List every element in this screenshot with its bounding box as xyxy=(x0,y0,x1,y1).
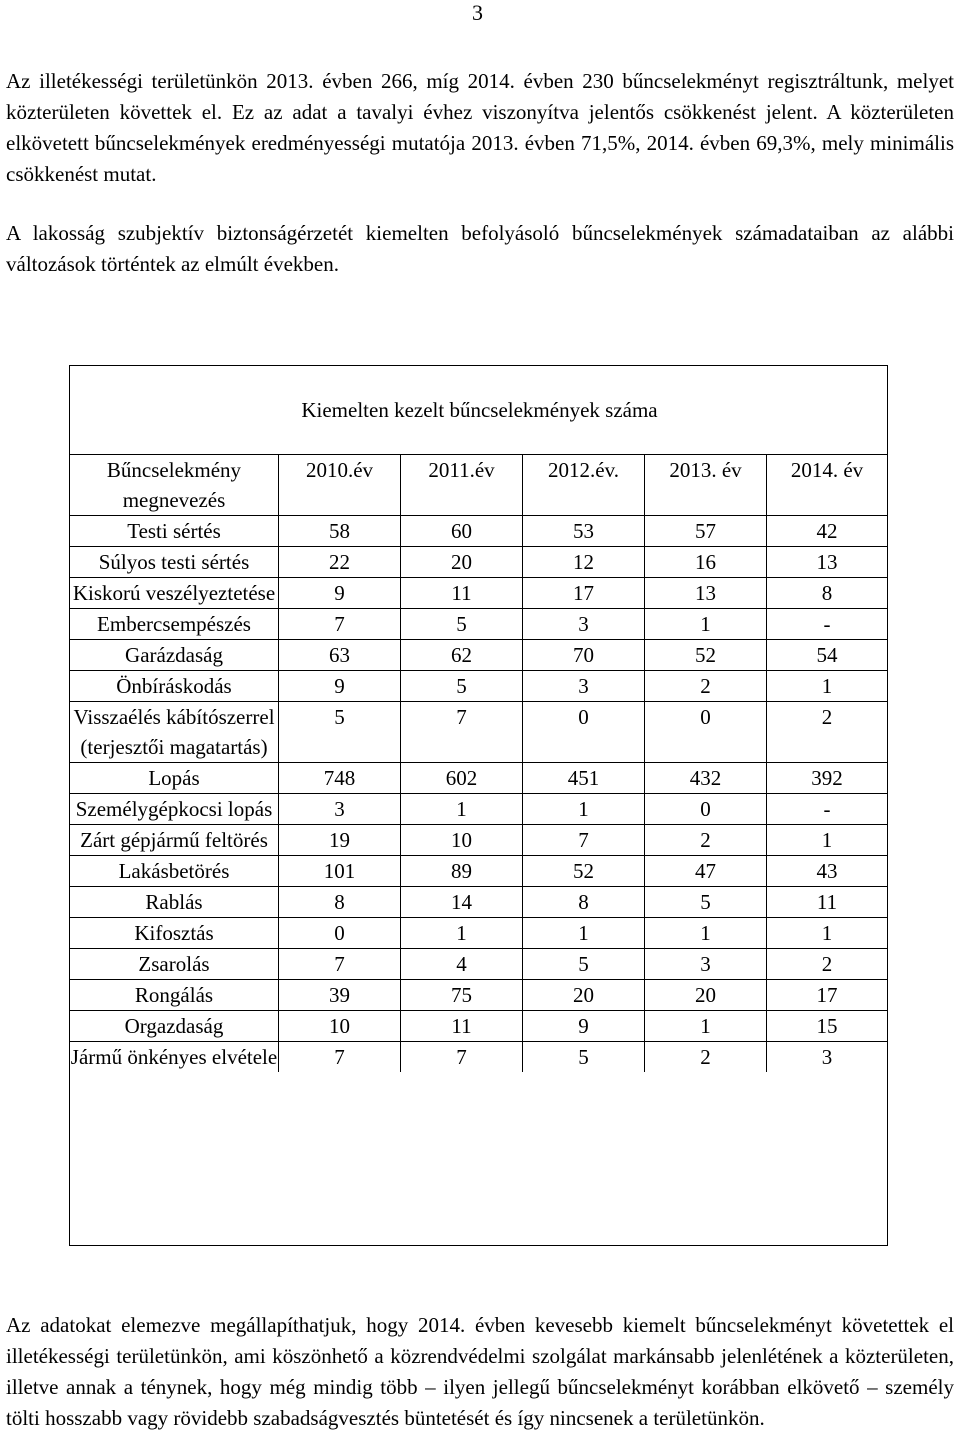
crime-count-cell: 101 xyxy=(279,856,401,887)
table-row xyxy=(70,578,887,609)
crime-count-cell: 7 xyxy=(279,949,401,980)
table-row xyxy=(70,640,887,671)
closing-paragraph-text: Az adatokat elemezve megállapíthatjuk, hogy 2014. évben kevesebb kiemelt bűncselekményt követettek el illetékességi területünkön, ami köszönhető a közrendvédelmi szolgálat markánsabb jelenlétének a közterületen, illetve annak a ténynek, hogy még mindig több – ilyen jellegű bűncselekményt korábban elkövető – személy tölti hosszabb vagy rövidebb szabadságvesztés büntetését és így nincsenek a területünkön. xyxy=(6,1313,954,1430)
table-row xyxy=(70,980,887,1011)
crime-count-cell: 0 xyxy=(523,702,645,763)
intro-paragraph xyxy=(6,66,954,190)
crime-count-cell: 5 xyxy=(645,887,767,918)
crime-count-cell: 11 xyxy=(401,578,523,609)
crime-count-cell: 20 xyxy=(401,547,523,578)
crime-count-cell: 2 xyxy=(645,1042,767,1073)
crime-name-cell: Kifosztás xyxy=(70,918,279,949)
crime-count-cell: 3 xyxy=(523,609,645,640)
crime-count-cell: 16 xyxy=(645,547,767,578)
crime-count-cell: 39 xyxy=(279,980,401,1011)
crime-name-cell: Visszaélés kábítószerrel (terjesztői magatartás) xyxy=(70,702,279,763)
closing-paragraph xyxy=(6,1310,954,1434)
crime-count-cell: 57 xyxy=(645,516,767,547)
crime-name-cell: Rongálás xyxy=(70,980,279,1011)
crime-count-cell: 5 xyxy=(523,949,645,980)
crime-count-cell: 62 xyxy=(401,640,523,671)
crime-count-cell: 1 xyxy=(767,825,888,856)
table-row xyxy=(70,887,887,918)
table-row xyxy=(70,1011,887,1042)
crime-statistics-table-frame xyxy=(69,365,888,1246)
crime-count-cell: 9 xyxy=(279,578,401,609)
crime-count-cell: 2 xyxy=(767,949,888,980)
crime-count-cell: 12 xyxy=(523,547,645,578)
crime-count-cell: 13 xyxy=(645,578,767,609)
crime-count-cell: 0 xyxy=(645,702,767,763)
crime-name-cell: Személygépkocsi lopás xyxy=(70,794,279,825)
crime-name-cell: Jármű önkényes elvétele xyxy=(70,1042,279,1073)
table-row xyxy=(70,671,887,702)
crime-count-cell: 7 xyxy=(279,1042,401,1073)
crime-name-cell: Testi sértés xyxy=(70,516,279,547)
crime-count-cell: 47 xyxy=(645,856,767,887)
crime-count-cell: 75 xyxy=(401,980,523,1011)
crime-count-cell: 20 xyxy=(523,980,645,1011)
crime-count-cell: 54 xyxy=(767,640,888,671)
crime-count-cell: 1 xyxy=(645,609,767,640)
crime-count-cell: 8 xyxy=(279,887,401,918)
crime-count-cell: 2 xyxy=(645,825,767,856)
table-row xyxy=(70,609,887,640)
crime-count-cell: 3 xyxy=(523,671,645,702)
second-paragraph xyxy=(6,218,954,280)
intro-paragraph-text: Az illetékességi területünkön 2013. évben 266, míg 2014. évben 230 bűncselekményt regisztráltunk, melyet közterületen követtek el. Ez az adat a tavalyi évhez viszonyítva jelentős csökkenést jelent. A közterületen elkövetett bűncselekmények eredményességi mutatója 2013. évben 71,5%, 2014. évben 69,3%, mely minimális csökkenést mutat. xyxy=(6,69,954,186)
crime-count-cell: 42 xyxy=(767,516,888,547)
crime-count-cell: 1 xyxy=(523,794,645,825)
crime-count-cell: 9 xyxy=(523,1011,645,1042)
crime-count-cell: 1 xyxy=(767,671,888,702)
crime-name-cell: Rablás xyxy=(70,887,279,918)
header-crime-name: Bűncselekmény megnevezés xyxy=(70,455,279,516)
crime-count-cell: 748 xyxy=(279,763,401,794)
crime-count-cell: 60 xyxy=(401,516,523,547)
crime-count-cell: 5 xyxy=(401,609,523,640)
crime-count-cell: 7 xyxy=(401,702,523,763)
crime-statistics-table xyxy=(70,455,887,1072)
table-title: Kiemelten kezelt bűncselekmények száma xyxy=(301,398,658,422)
crime-count-cell: 3 xyxy=(821,1045,833,1069)
crime-name-cell: Orgazdaság xyxy=(70,1011,279,1042)
crime-count-cell: 2 xyxy=(645,671,767,702)
table-row xyxy=(70,1042,887,1073)
crime-count-cell: 20 xyxy=(645,980,767,1011)
crime-name-cell: Zárt gépjármű feltörés xyxy=(70,825,279,856)
crime-count-cell: 5 xyxy=(279,702,401,763)
crime-count-cell: 3 xyxy=(645,949,767,980)
crime-count-cell: 1 xyxy=(645,918,767,949)
crime-count-cell: 52 xyxy=(523,856,645,887)
crime-count-cell: 11 xyxy=(401,1011,523,1042)
crime-name-cell: Lakásbetörés xyxy=(70,856,279,887)
table-row xyxy=(70,702,887,763)
header-year: 2010.év xyxy=(279,455,401,516)
crime-count-cell: 8 xyxy=(767,578,888,609)
crime-count-cell: 1 xyxy=(523,918,645,949)
crime-count-cell: 11 xyxy=(767,887,888,918)
crime-count-cell: 10 xyxy=(279,1011,401,1042)
crime-count-cell: 8 xyxy=(523,887,645,918)
crime-count-cell: 392 xyxy=(767,763,888,794)
crime-count-cell: 43 xyxy=(767,856,888,887)
crime-table-body xyxy=(70,455,887,1072)
crime-count-cell: 4 xyxy=(401,949,523,980)
crime-count-cell: 89 xyxy=(401,856,523,887)
second-paragraph-text: A lakosság szubjektív biztonságérzetét kiemelten befolyásoló bűncselekmények számadataiban az alábbi változások történtek az elmúlt években. xyxy=(6,221,954,276)
crime-count-cell: 0 xyxy=(279,918,401,949)
crime-count-cell: 3 xyxy=(279,794,401,825)
crime-count-cell: 22 xyxy=(279,547,401,578)
header-year: 2011.év xyxy=(401,455,523,516)
crime-name-cell: Kiskorú veszélyeztetése xyxy=(70,578,279,609)
crime-count-cell: 2 xyxy=(767,702,888,763)
crime-count-cell: 5 xyxy=(401,671,523,702)
crime-count-cell: 7 xyxy=(279,609,401,640)
crime-count-cell: 14 xyxy=(401,887,523,918)
crime-count-cell: 9 xyxy=(279,671,401,702)
crime-count-cell: 1 xyxy=(401,794,523,825)
crime-name-cell: Garázdaság xyxy=(70,640,279,671)
crime-count-cell: 5 xyxy=(523,1042,645,1073)
header-year: 2013. év xyxy=(645,455,767,516)
crime-count-cell: 53 xyxy=(523,516,645,547)
crime-count-cell: 10 xyxy=(401,825,523,856)
crime-count-cell: 451 xyxy=(523,763,645,794)
crime-name-cell: Súlyos testi sértés xyxy=(70,547,279,578)
crime-name-cell: Önbíráskodás xyxy=(70,671,279,702)
page-number: 3 xyxy=(472,0,483,25)
crime-count-cell: 19 xyxy=(279,825,401,856)
crime-count-cell: - xyxy=(767,794,888,825)
table-row xyxy=(70,547,887,578)
crime-count-cell: 13 xyxy=(767,547,888,578)
crime-count-cell: 7 xyxy=(401,1042,523,1073)
crime-count-cell: 17 xyxy=(767,980,888,1011)
table-header-row xyxy=(70,455,887,516)
crime-name-cell: Zsarolás xyxy=(70,949,279,980)
crime-count-cell: 52 xyxy=(645,640,767,671)
header-year: 2014. év xyxy=(767,455,888,516)
crime-count-cell: 7 xyxy=(523,825,645,856)
crime-count-cell: 1 xyxy=(645,1011,767,1042)
crime-count-cell: 70 xyxy=(523,640,645,671)
table-row xyxy=(70,763,887,794)
crime-name-cell: Lopás xyxy=(70,763,279,794)
crime-count-cell: 17 xyxy=(523,578,645,609)
table-row xyxy=(70,794,887,825)
crime-count-cell: 63 xyxy=(279,640,401,671)
crime-count-cell: 58 xyxy=(279,516,401,547)
header-year: 2012.év. xyxy=(523,455,645,516)
crime-count-cell: 602 xyxy=(401,763,523,794)
crime-count-cell: 0 xyxy=(645,794,767,825)
crime-count-cell: 432 xyxy=(645,763,767,794)
table-row xyxy=(70,949,887,980)
crime-count-cell: 1 xyxy=(767,918,888,949)
crime-count-cell: 15 xyxy=(767,1011,888,1042)
table-row xyxy=(70,825,887,856)
table-row xyxy=(70,856,887,887)
crime-count-cell: - xyxy=(767,609,888,640)
table-row xyxy=(70,918,887,949)
crime-name-cell: Embercsempészés xyxy=(70,609,279,640)
crime-count-cell: 1 xyxy=(401,918,523,949)
table-row xyxy=(70,516,887,547)
